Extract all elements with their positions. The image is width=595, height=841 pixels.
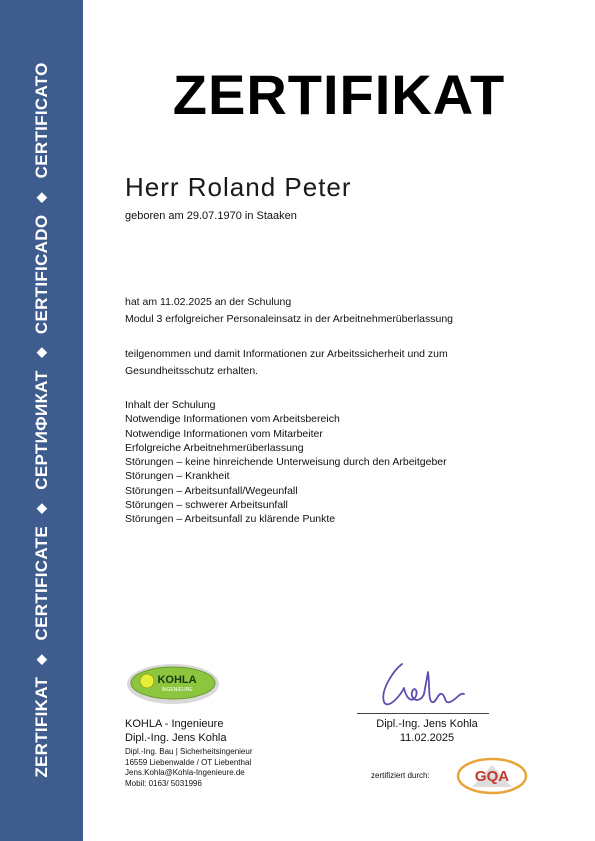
list-item: Notwendige Informationen vom Mitarbeiter [125,427,323,440]
list-item: Störungen – keine hinreichende Unterweisung durch den Arbeitgeber [125,456,447,469]
list-item: Störungen – Arbeitsunfall zu klärende Punkte [125,513,336,526]
band-word-de: ZERTIFIKAT [32,676,51,778]
diamond-icon: ◆ [36,499,48,515]
logo-text: KOHLA [157,674,197,686]
logo-subtext: INGENIEURE [161,687,193,693]
issuer-address: 16559 Liebenwalde / OT Liebenthal [125,757,252,767]
issuer-profession: Dipl.-Ing. Bau | Sicherheitsingenieur [125,747,253,756]
gqa-logo [456,757,528,795]
signature-line [357,713,489,714]
diamond-icon: ◆ [36,344,48,360]
signer-name: Dipl.-Ing. Jens Kohla [376,718,478,730]
signature [372,652,472,714]
band-word-it: CERTIFICATO [32,62,51,179]
list-item: Erfolgreiche Arbeitnehmerüberlassung [125,441,304,454]
certificate-title: ZERTIFIKAT [172,63,506,126]
issuer-email: Jens.Kohla@Kohla-Ingenieure.de [125,768,245,777]
band-word-ru: СЕРТИФИКАТ [32,370,51,490]
recipient-birth: geboren am 29.07.1970 in Staaken [125,210,297,222]
issuer-details [125,747,252,789]
issuer-phone: Mobil: 0163/ 5031996 [125,778,202,788]
contents-heading: Inhalt der Schulung [125,399,216,411]
course-contents [125,398,447,527]
participation-line-2: Gesundheitsschutz erhalten. [125,365,259,377]
signer-block [368,717,486,745]
course-intro: hat am 11.02.2025 an der Schulung [125,296,292,308]
issuer-person: Dipl.-Ing. Jens Kohla [125,732,227,744]
company-name: KOHLA - Ingenieure [125,718,224,730]
list-item: Störungen – schwerer Arbeitsunfall [125,499,288,512]
course-module: Modul 3 erfolgreicher Personaleinsatz in der Arbeitnehmerüberlassung [125,313,454,325]
diamond-icon: ◆ [36,650,48,666]
list-item: Notwendige Informationen vom Arbeitsbereich [125,413,340,426]
band-word-es: CERTIFICADO [32,214,51,335]
issuer-block [125,717,227,745]
band-word-en: CERTIFICATE [32,526,51,641]
signature-date: 11.02.2025 [399,732,455,744]
participation-line-1: teilgenommen und damit Informationen zur Arbeitssicherheit und zum [125,348,448,360]
band-text [27,10,57,830]
list-item: Störungen – Krankheit [125,470,230,483]
kohla-logo [125,662,221,706]
recipient-name: Herr Roland Peter [125,172,352,202]
certified-by-label: zertifiziert durch: [371,771,430,780]
diamond-icon: ◆ [36,188,48,204]
gqa-logo-text: GQA [474,768,510,785]
list-item: Störungen – Arbeitsunfall/Wegeunfall [125,484,298,497]
